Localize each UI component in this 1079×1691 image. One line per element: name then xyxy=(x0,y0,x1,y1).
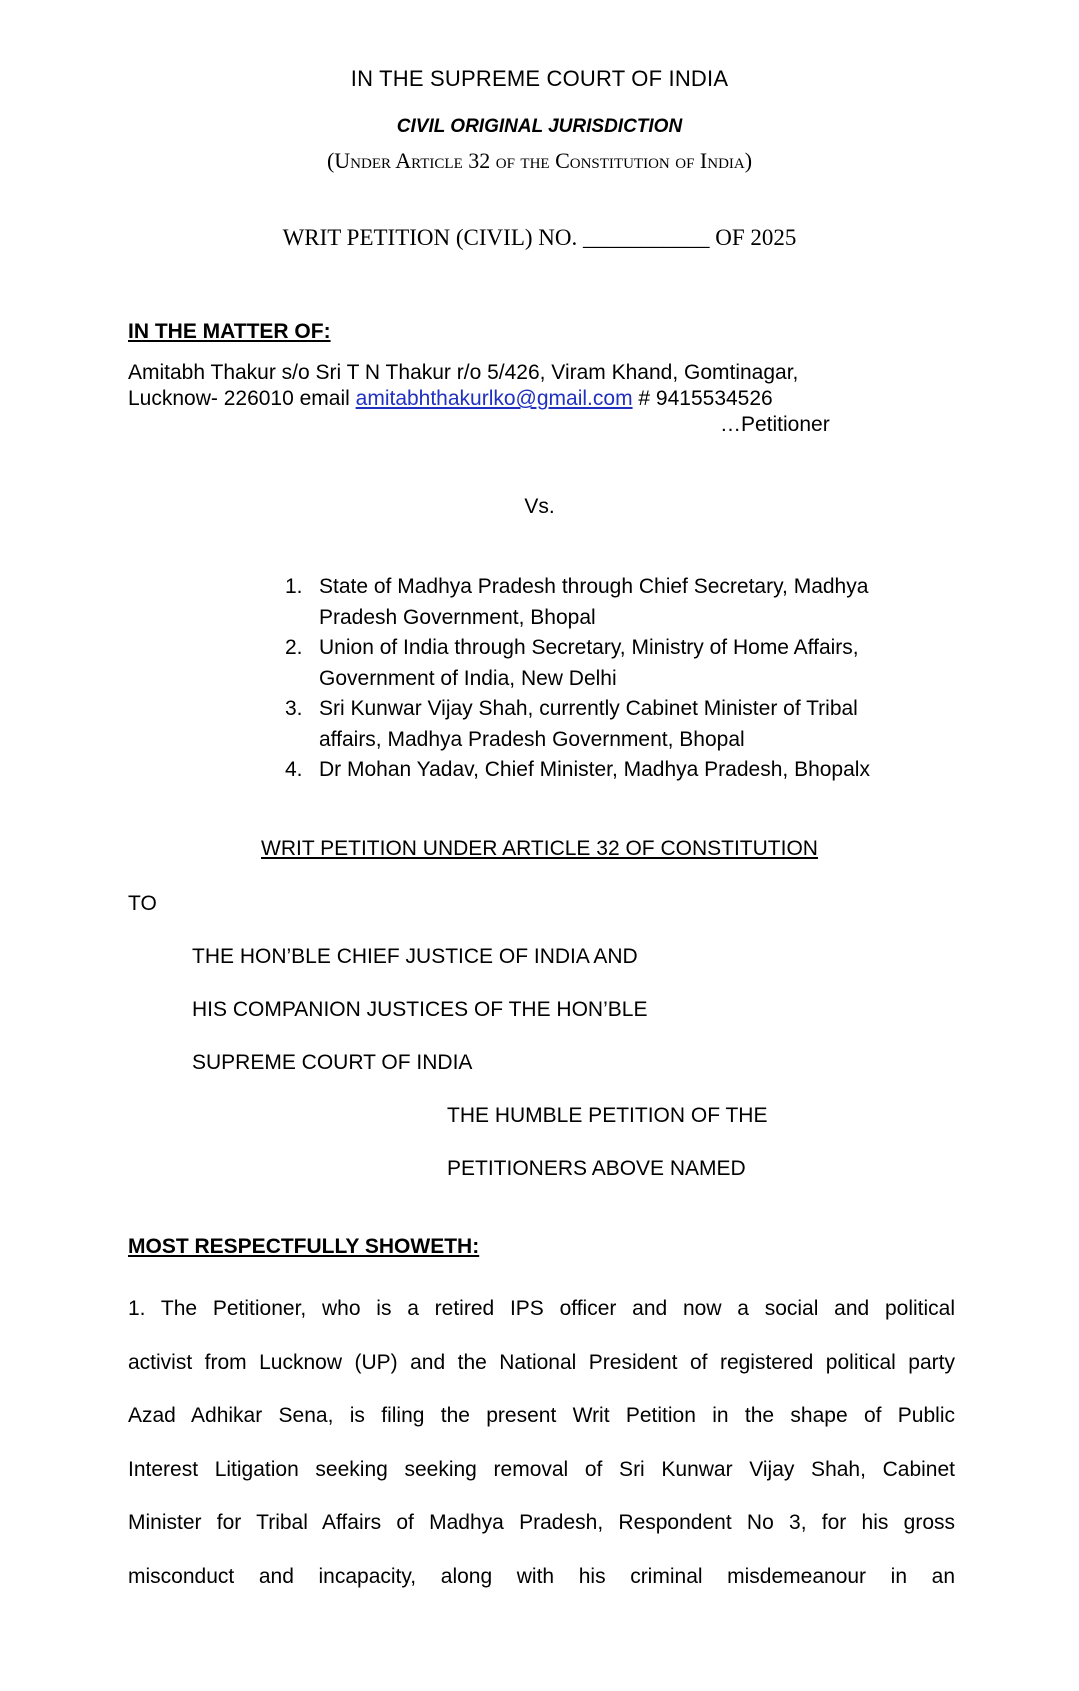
paragraph-line: Minister for Tribal Affairs of Madhya Pradesh, Respondent No 3, for his gross xyxy=(128,1511,955,1534)
respondent-number: 2. xyxy=(285,636,303,659)
paragraph-line: activist from Lucknow (UP) and the National President of registered political party xyxy=(128,1350,955,1374)
respondent-line: Sri Kunwar Vijay Shah, currently Cabinet Minister of Tribal xyxy=(319,697,858,720)
petitioner-email-link[interactable]: amitabhthakurlko@gmail.com xyxy=(355,387,633,410)
to-label: TO xyxy=(128,892,157,915)
versus-label: Vs. xyxy=(524,495,555,518)
address-line-3: SUPREME COURT OF INDIA xyxy=(192,1051,473,1074)
petition-heading: WRIT PETITION UNDER ARTICLE 32 OF CONSTITUTION xyxy=(261,837,818,860)
respondent-line: State of Madhya Pradesh through Chief Secretary, Madhya xyxy=(319,575,869,598)
humble-petition-line-2: PETITIONERS ABOVE NAMED xyxy=(447,1157,746,1180)
respondent-line: Union of India through Secretary, Ministry of Home Affairs, xyxy=(319,636,859,659)
jurisdiction-title: CIVIL ORIGINAL JURISDICTION xyxy=(396,116,683,137)
paragraph-1 xyxy=(128,1282,955,1603)
address-line-1: THE HON’BLE CHIEF JUSTICE OF INDIA AND xyxy=(192,945,638,968)
respondent-line: Pradesh Government, Bhopal xyxy=(319,605,596,629)
petitioner-details xyxy=(128,360,798,412)
respondents-list xyxy=(285,572,945,786)
petition-heading-container xyxy=(0,837,1079,861)
respondent-number: 3. xyxy=(285,697,303,720)
humble-petition-line-1: THE HUMBLE PETITION OF THE xyxy=(447,1104,768,1127)
showeth-heading: MOST RESPECTFULLY SHOWETH: xyxy=(128,1235,480,1258)
respondent-line: Dr Mohan Yadav, Chief Minister, Madhya Pradesh, Bhopalx xyxy=(319,758,870,781)
writ-petition-number: WRIT PETITION (CIVIL) NO. ___________ OF 2025 xyxy=(282,225,797,250)
paragraph-line: Interest Litigation seeking seeking removal of Sri Kunwar Vijay Shah, Cabinet xyxy=(128,1457,955,1481)
petitioner-city: Lucknow- 226010 email xyxy=(128,387,356,410)
petitioner-role-label: …Petitioner xyxy=(720,413,830,436)
petitioner-contact-line xyxy=(128,386,798,412)
list-item xyxy=(285,633,945,694)
petitioner-address-line: Amitabh Thakur s/o Sri T N Thakur r/o 5/426, Viram Khand, Gomtinagar, xyxy=(128,361,799,384)
respondent-line: Government of India, New Delhi xyxy=(319,666,617,690)
address-line-2: HIS COMPANION JUSTICES OF THE HON’BLE xyxy=(192,998,648,1021)
petitioner-phone: # 9415534526 xyxy=(632,387,773,410)
respondent-line: affairs, Madhya Pradesh Government, Bhopal xyxy=(319,727,745,751)
paragraph-line: 1. The Petitioner, who is a retired IPS officer and now a social and political xyxy=(128,1297,955,1320)
under-article-subtitle: (Under Article 32 of the Constitution of India) xyxy=(326,148,753,173)
list-item xyxy=(285,694,945,755)
list-item xyxy=(285,572,945,633)
in-the-matter-heading: IN THE MATTER OF: xyxy=(128,320,331,343)
paragraph-line: misconduct and incapacity, along with his criminal misdemeanour in an xyxy=(128,1564,955,1588)
respondent-number: 1. xyxy=(285,575,303,598)
respondent-number: 4. xyxy=(285,758,303,781)
list-item xyxy=(285,755,945,786)
court-title: IN THE SUPREME COURT OF INDIA xyxy=(350,66,729,91)
paragraph-line: Azad Adhikar Sena, is filing the present Writ Petition in the shape of Public xyxy=(128,1404,955,1427)
